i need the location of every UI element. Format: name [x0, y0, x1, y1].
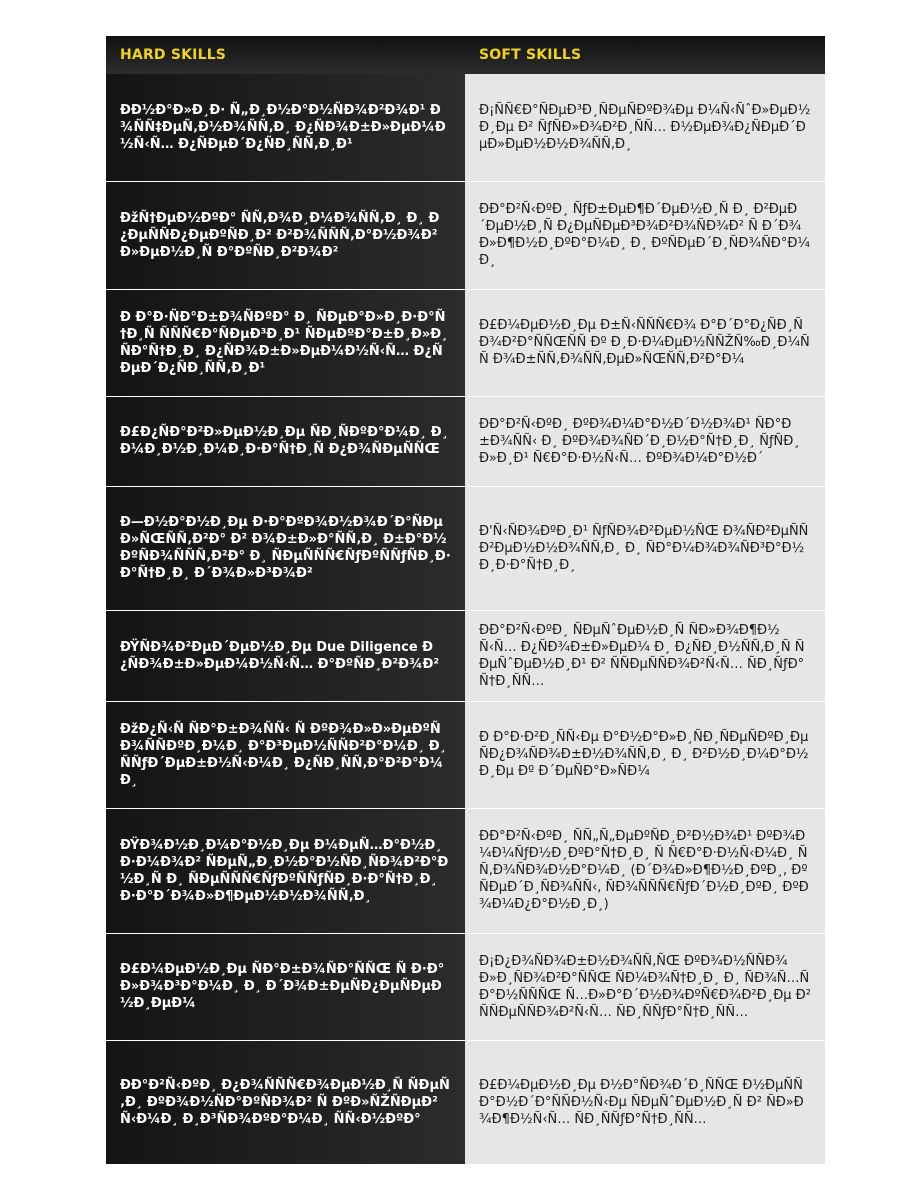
- hard-skill-cell: ÐÐ½Ð°Ð»Ð¸Ð· Ñ„Ð¸Ð½Ð°Ð½ÑÐ¾Ð²Ð¾Ð¹ Ð¾ÑÑ‡ÐµÑ‚Ð½Ð¾ÑÑ‚Ð¸ Ð¿ÑÐ¾Ð±Ð»ÐµÐ¼Ð½Ñ‹Ñ… Ð¿ÑÐµÐ´Ð¿ÑÐ¸ÑÑ‚Ð¸Ð¹: [106, 74, 465, 181]
- soft-skill-cell: Ð¡ÑÑ€Ð°ÑÐµÐ³Ð¸ÑÐµÑÐºÐ¾Ðµ Ð¼Ñ‹ÑˆÐ»ÐµÐ½Ð¸Ðµ Ð² ÑƒÑÐ»Ð¾Ð²Ð¸ÑÑ… Ð½ÐµÐ¾Ð¿ÑÐµÐ´ÐµÐ»ÐµÐ½Ð½Ð¾ÑÑ‚Ð¸: [465, 74, 825, 181]
- table-row: [106, 808, 825, 933]
- table-row: [106, 486, 825, 610]
- hard-skill-cell: ÐŸÐ¾Ð½Ð¸Ð¼Ð°Ð½Ð¸Ðµ Ð¼ÐµÑ…Ð°Ð½Ð¸Ð·Ð¼Ð¾Ð² ÑÐµÑ„Ð¸Ð½Ð°Ð½ÑÐ¸ÑÐ¾Ð²Ð°Ð½Ð¸Ñ Ð¸ ÑÐµÑÑÑ€ÑƒÐºÑÑƒÑÐ¸Ð·Ð°Ñ†Ð¸Ð¸ Ð·Ð°Ð´Ð¾Ð»Ð¶ÐµÐ½Ð½Ð¾ÑÑ‚Ð¸: [106, 808, 465, 933]
- table-row: [106, 1040, 825, 1164]
- table-row: [106, 396, 825, 486]
- table-row: [106, 701, 825, 808]
- hard-skill-cell: ÐÐ°Ð²Ñ‹ÐºÐ¸ Ð¿Ð¾ÑÑÑ€Ð¾ÐµÐ½Ð¸Ñ ÑÐµÑ‚Ð¸ ÐºÐ¾Ð½ÑÐ°ÐºÑÐ¾Ð² Ñ ÐºÐ»ÑŽÑÐµÐ²Ñ‹Ð¼Ð¸ Ð¸Ð³ÑÐ¾ÐºÐ°Ð¼Ð¸ ÑÑ‹Ð½ÐºÐ°: [106, 1040, 465, 1164]
- table-header: [106, 36, 825, 74]
- table-row: [106, 74, 825, 181]
- header-row: [106, 36, 825, 74]
- soft-skills-header: SOFT SKILLS: [465, 36, 825, 74]
- table-row: [106, 289, 825, 396]
- hard-skill-cell: Ð£Ð¼ÐµÐ½Ð¸Ðµ ÑÐ°Ð±Ð¾ÑÐ°ÑÑŒ Ñ Ð·Ð°Ð»Ð¾Ð³Ð°Ð¼Ð¸ Ð¸ Ð´Ð¾Ð±ÐµÑÐ¿ÐµÑÐµÐ½Ð¸ÐµÐ¼: [106, 933, 465, 1040]
- soft-skill-cell: Ð£Ð¼ÐµÐ½Ð¸Ðµ Ð½Ð°ÑÐ¾Ð´Ð¸ÑÑŒ Ð½ÐµÑÑÐ°Ð½Ð´Ð°ÑÑÐ½Ñ‹Ðµ ÑÐµÑˆÐµÐ½Ð¸Ñ Ð² ÑÐ»Ð¾Ð¶Ð½Ñ‹Ñ… ÑÐ¸ÑÑƒÐ°Ñ†Ð¸ÑÑ…: [465, 1040, 825, 1164]
- hard-skill-cell: ÐŸÑÐ¾Ð²ÐµÐ´ÐµÐ½Ð¸Ðµ Due Diligence Ð¿ÑÐ¾Ð±Ð»ÐµÐ¼Ð½Ñ‹Ñ… Ð°ÐºÑÐ¸Ð²Ð¾Ð²: [106, 610, 465, 701]
- skills-table: [106, 36, 825, 1165]
- hard-skill-cell: ÐžÑ†ÐµÐ½ÐºÐ° ÑÑ‚Ð¾Ð¸Ð¼Ð¾ÑÑ‚Ð¸ Ð¸ Ð¿ÐµÑÑÐ¿ÐµÐºÑÐ¸Ð² Ð²Ð¾ÑÑÑ‚Ð°Ð½Ð¾Ð²Ð»ÐµÐ½Ð¸Ñ Ð°ÐºÑÐ¸Ð²Ð¾Ð²: [106, 181, 465, 289]
- soft-skill-cell: ÐÐ°Ð²Ñ‹ÐºÐ¸ ÑÑ„Ñ„ÐµÐºÑÐ¸Ð²Ð½Ð¾Ð¹ ÐºÐ¾Ð¼Ð¼ÑƒÐ½Ð¸ÐºÐ°Ñ†Ð¸Ð¸ Ñ Ñ€Ð°Ð·Ð½Ñ‹Ð¼Ð¸ ÑÑ‚Ð¾ÑÐ¾Ð½Ð°Ð¼Ð¸ (Ð´Ð¾Ð»Ð¶Ð½Ð¸ÐºÐ¸, ÐºÑÐµÐ´Ð¸ÑÐ¾ÑÑ‹, ÑÐ¾ÑÑÑ€ÑƒÐ´Ð½Ð¸ÐºÐ¸ ÐºÐ¾Ð¼Ð¿Ð°Ð½Ð¸Ð¸): [465, 808, 825, 933]
- hard-skill-cell: Ð Ð°Ð·ÑÐ°Ð±Ð¾ÑÐºÐ° Ð¸ ÑÐµÐ°Ð»Ð¸Ð·Ð°Ñ†Ð¸Ñ ÑÑÑ€Ð°ÑÐµÐ³Ð¸Ð¹ ÑÐµÐºÐ°Ð±Ð¸Ð»Ð¸ÑÐ°Ñ†Ð¸Ð¸ Ð¿ÑÐ¾Ð±Ð»ÐµÐ¼Ð½Ñ‹Ñ… Ð¿ÑÐµÐ´Ð¿ÑÐ¸ÑÑ‚Ð¸Ð¹: [106, 289, 465, 396]
- table-row: [106, 933, 825, 1040]
- soft-skill-cell: ÐÐ°Ð²Ñ‹ÐºÐ¸ ÑƒÐ±ÐµÐ¶Ð´ÐµÐ½Ð¸Ñ Ð¸ Ð²ÐµÐ´ÐµÐ½Ð¸Ñ Ð¿ÐµÑÐµÐ³Ð¾Ð²Ð¾ÑÐ¾Ð² Ñ Ð´Ð¾Ð»Ð¶Ð½Ð¸ÐºÐ°Ð¼Ð¸ Ð¸ ÐºÑÐµÐ´Ð¸ÑÐ¾ÑÐ°Ð¼Ð¸: [465, 181, 825, 289]
- hard-skill-cell: Ð—Ð½Ð°Ð½Ð¸Ðµ Ð·Ð°ÐºÐ¾Ð½Ð¾Ð´Ð°ÑÐµÐ»ÑŒÑÑ‚Ð²Ð° Ð² Ð¾Ð±Ð»Ð°ÑÑ‚Ð¸ Ð±Ð°Ð½ÐºÑÐ¾ÑÑÑ‚Ð²Ð° Ð¸ ÑÐµÑÑÑ€ÑƒÐºÑÑƒÑÐ¸Ð·Ð°Ñ†Ð¸Ð¸ Ð´Ð¾Ð»Ð³Ð¾Ð²: [106, 486, 465, 610]
- hard-skill-cell: Ð£Ð¿ÑÐ°Ð²Ð»ÐµÐ½Ð¸Ðµ ÑÐ¸ÑÐºÐ°Ð¼Ð¸ Ð¸ Ð¼Ð¸Ð½Ð¸Ð¼Ð¸Ð·Ð°Ñ†Ð¸Ñ Ð¿Ð¾ÑÐµÑÑŒ: [106, 396, 465, 486]
- hard-skills-header: HARD SKILLS: [106, 36, 465, 74]
- table-row: [106, 610, 825, 701]
- table-row: [106, 181, 825, 289]
- table-body: [106, 74, 825, 1164]
- hard-skill-cell: ÐžÐ¿Ñ‹Ñ ÑÐ°Ð±Ð¾ÑÑ‹ Ñ ÐºÐ¾Ð»Ð»ÐµÐºÑÐ¾ÑÑÐºÐ¸Ð¼Ð¸ Ð°Ð³ÐµÐ½ÑÑÐ²Ð°Ð¼Ð¸ Ð¸ ÑÑƒÐ´ÐµÐ±Ð½Ñ‹Ð¼Ð¸ Ð¿ÑÐ¸ÑÑ‚Ð°Ð²Ð°Ð¼Ð¸: [106, 701, 465, 808]
- soft-skill-cell: Ð'Ñ‹ÑÐ¾ÐºÐ¸Ð¹ ÑƒÑÐ¾Ð²ÐµÐ½ÑŒ Ð¾ÑÐ²ÐµÑÑÐ²ÐµÐ½Ð½Ð¾ÑÑ‚Ð¸ Ð¸ ÑÐ°Ð¼Ð¾Ð¾ÑÐ³Ð°Ð½Ð¸Ð·Ð°Ñ†Ð¸Ð¸: [465, 486, 825, 610]
- soft-skill-cell: Ð¡Ð¿Ð¾ÑÐ¾Ð±Ð½Ð¾ÑÑ‚ÑŒ ÐºÐ¾Ð½ÑÑÐ¾Ð»Ð¸ÑÐ¾Ð²Ð°ÑÑŒ ÑÐ¼Ð¾Ñ†Ð¸Ð¸ Ð¸ ÑÐ¾Ñ…ÑÐ°Ð½ÑÑÑŒ Ñ…Ð»Ð°Ð´Ð½Ð¾ÐºÑ€Ð¾Ð²Ð¸Ðµ Ð² ÑÑÐµÑÑÐ¾Ð²Ñ‹Ñ… ÑÐ¸ÑÑƒÐ°Ñ†Ð¸ÑÑ…: [465, 933, 825, 1040]
- soft-skill-cell: ÐÐ°Ð²Ñ‹ÐºÐ¸ ÑÐµÑˆÐµÐ½Ð¸Ñ ÑÐ»Ð¾Ð¶Ð½Ñ‹Ñ… Ð¿ÑÐ¾Ð±Ð»ÐµÐ¼ Ð¸ Ð¿ÑÐ¸Ð½ÑÑ‚Ð¸Ñ ÑÐµÑˆÐµÐ½Ð¸Ð¹ Ð² ÑÑÐµÑÑÐ¾Ð²Ñ‹Ñ… ÑÐ¸ÑƒÐ°Ñ†Ð¸ÑÑ…: [465, 610, 825, 701]
- soft-skill-cell: Ð£Ð¼ÐµÐ½Ð¸Ðµ Ð±Ñ‹ÑÑÑ€Ð¾ Ð°Ð´Ð°Ð¿ÑÐ¸ÑÐ¾Ð²Ð°ÑÑŒÑÑ Ðº Ð¸Ð·Ð¼ÐµÐ½ÑÑŽÑ‰Ð¸Ð¼ÑÑ Ð¾Ð±ÑÑ‚Ð¾ÑÑ‚ÐµÐ»ÑŒÑÑ‚Ð²Ð°Ð¼: [465, 289, 825, 396]
- soft-skill-cell: ÐÐ°Ð²Ñ‹ÐºÐ¸ ÐºÐ¾Ð¼Ð°Ð½Ð´Ð½Ð¾Ð¹ ÑÐ°Ð±Ð¾ÑÑ‹ Ð¸ ÐºÐ¾Ð¾ÑÐ´Ð¸Ð½Ð°Ñ†Ð¸Ð¸ ÑƒÑÐ¸Ð»Ð¸Ð¹ Ñ€Ð°Ð·Ð½Ñ‹Ñ… ÐºÐ¾Ð¼Ð°Ð½Ð´: [465, 396, 825, 486]
- soft-skill-cell: Ð Ð°Ð·Ð²Ð¸ÑÑ‹Ðµ Ð°Ð½Ð°Ð»Ð¸ÑÐ¸ÑÐµÑÐºÐ¸Ðµ ÑÐ¿Ð¾ÑÐ¾Ð±Ð½Ð¾ÑÑ‚Ð¸ Ð¸ Ð²Ð½Ð¸Ð¼Ð°Ð½Ð¸Ðµ Ðº Ð´ÐµÑÐ°Ð»ÑÐ¼: [465, 701, 825, 808]
